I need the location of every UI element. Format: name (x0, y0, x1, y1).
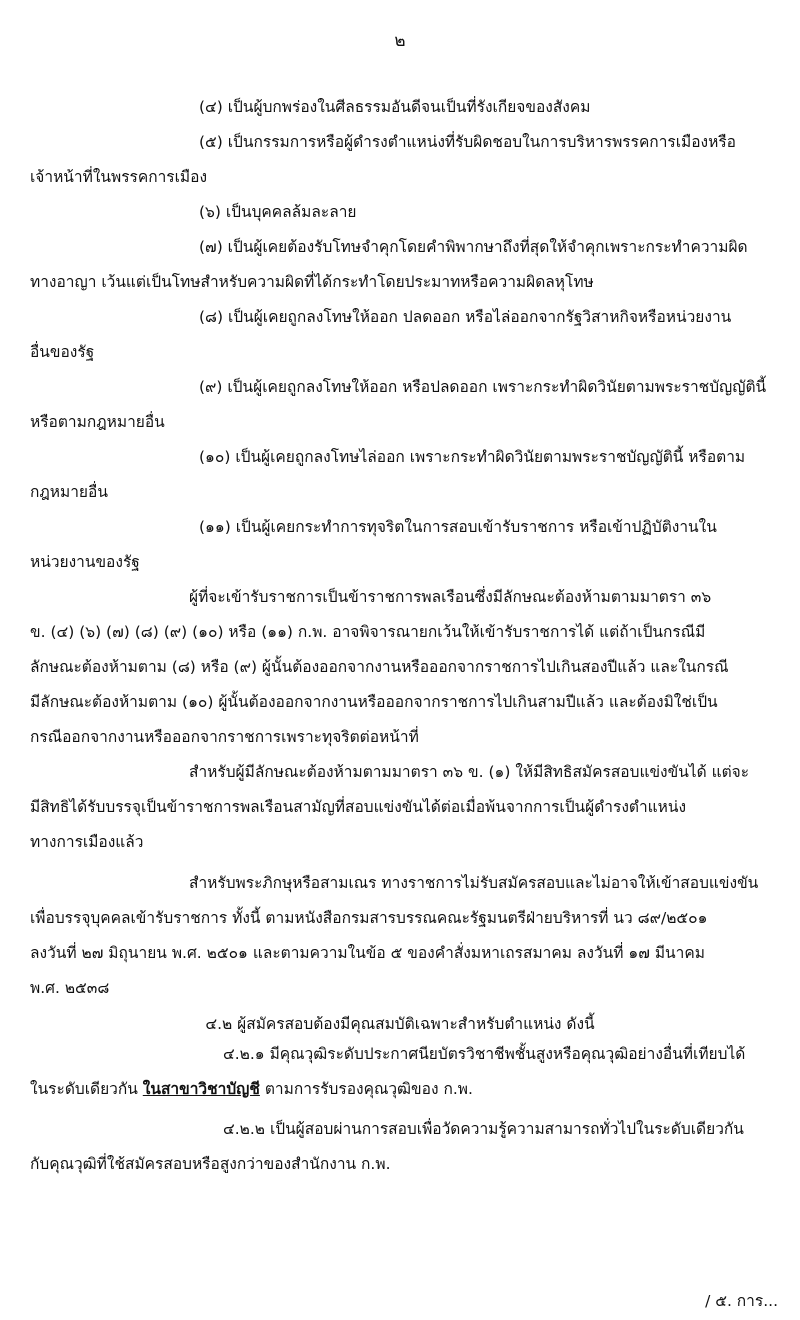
accounting-major-emphasis: ในสาขาวิชาบัญชี (142, 1080, 260, 1098)
item-10-line-2: กฎหมายอื่น (30, 483, 108, 501)
monk-paragraph-line-1: สำหรับพระภิกษุหรือสามเณร ทางราชการไม่รับสมัครสอบและไม่อาจให้เข้าสอบแข่งขัน (189, 874, 759, 892)
section-4-2-1-suffix: ตามการรับรองคุณวุฒิของ ก.พ. (259, 1080, 473, 1098)
item-9-line-2: หรือตามกฎหมายอื่น (30, 413, 165, 431)
monk-paragraph-line-4: พ.ศ. ๒๕๓๘ (30, 979, 110, 997)
exemption-paragraph-line-3: ลักษณะต้องห้ามตาม (๘) หรือ (๙) ผู้นั้นต้องออกจากงานหรือออกจากราชการไปเกินสองปีแล้ว และในกรณี (30, 658, 729, 676)
item-10-line-1: (๑๐) เป็นผู้เคยถูกลงโทษไล่ออก เพราะกระทำผิดวินัยตามพระราชบัญญัตินี้ หรือตาม (199, 448, 746, 466)
item-11-line-2: หน่วยงานของรัฐ (30, 553, 140, 571)
item-7-line-2: ทางอาญา เว้นแต่เป็นโทษสำหรับความผิดที่ได้กระทำโดยประมาทหรือความผิดลหุโทษ (30, 273, 594, 291)
item-8-line-1: (๘) เป็นผู้เคยถูกลงโทษให้ออก ปลดออก หรือไล่ออกจากรัฐวิสาหกิจหรือหน่วยงาน (199, 308, 732, 326)
item-11-line-1: (๑๑) เป็นผู้เคยกระทำการทุจริตในการสอบเข้ารับราชการ หรือเข้าปฏิบัติงานใน (199, 518, 717, 536)
political-position-paragraph-line-2: มีสิทธิได้รับบรรจุเป็นข้าราชการพลเรือนสามัญที่สอบแข่งขันได้ต่อเมื่อพ้นจากการเป็นผู้ดำรงตำแหน่ง (30, 798, 687, 816)
exemption-paragraph-line-2: ข. (๔) (๖) (๗) (๘) (๙) (๑๐) หรือ (๑๑) ก.พ. อาจพิจารณายกเว้นให้เข้ารับราชการได้ แต่ถ้าเป็นกรณีมี (30, 623, 706, 641)
item-5-line-2: เจ้าหน้าที่ในพรรคการเมือง (30, 168, 208, 186)
exemption-paragraph-line-5: กรณีออกจากงานหรือออกจากราชการเพราะทุจริตต่อหน้าที่ (30, 728, 419, 746)
political-position-paragraph-line-1: สำหรับผู้มีลักษณะต้องห้ามตามมาตรา ๓๖ ข. (๑) ให้มีสิทธิสมัครสอบแข่งขันได้ แต่จะ (189, 763, 750, 781)
item-6: (๖) เป็นบุคคลล้มละลาย (199, 203, 357, 221)
item-7-line-1: (๗) เป็นผู้เคยต้องรับโทษจำคุกโดยคำพิพากษาถึงที่สุดให้จำคุกเพราะกระทำความผิด (199, 238, 748, 256)
page-continuation-marker: / ๕. การ... (705, 1292, 778, 1310)
section-4-2-heading: ๔.๒ ผู้สมัครสอบต้องมีคุณสมบัติเฉพาะสำหรับตำแหน่ง ดังนี้ (205, 1015, 595, 1033)
exemption-paragraph-line-1: ผู้ที่จะเข้ารับราชการเป็นข้าราชการพลเรือนซึ่งมีลักษณะต้องห้ามตามมาตรา ๓๖ (189, 588, 712, 606)
monk-paragraph-line-2: เพื่อบรรจุบุคคลเข้ารับราชการ ทั้งนี้ ตามหนังสือกรมสารบรรณคณะรัฐมนตรีฝ่ายบริหารที่ นว ๘๙/๒๕๐๑ (30, 909, 708, 927)
section-4-2-1-line-1: ๔.๒.๑ มีคุณวุฒิระดับประกาศนียบัตรวิชาชีพชั้นสูงหรือคุณวุฒิอย่างอื่นที่เทียบได้ (223, 1045, 746, 1063)
monk-paragraph-line-3: ลงวันที่ ๒๗ มิถุนายน พ.ศ. ๒๕๐๑ และตามความในข้อ ๕ ของคำสั่งมหาเถรสมาคม ลงวันที่ ๑๗ มีนาคม (30, 944, 705, 962)
section-4-2-2-line-2: กับคุณวุฒิที่ใช้สมัครสอบหรือสูงกว่าของสำนักงาน ก.พ. (30, 1155, 391, 1173)
item-9-line-1: (๙) เป็นผู้เคยถูกลงโทษให้ออก หรือปลดออก เพราะกระทำผิดวินัยตามพระราชบัญญัตินี้ (199, 378, 767, 396)
section-4-2-2-line-1: ๔.๒.๒ เป็นผู้สอบผ่านการสอบเพื่อวัดความรู้ความสามารถทั่วไปในระดับเดียวกัน (223, 1120, 744, 1138)
section-4-2-1-line-2 (30, 1078, 473, 1100)
page-number: ๒ (394, 31, 406, 51)
exemption-paragraph-line-4: มีลักษณะต้องห้ามตาม (๑๐) ผู้นั้นต้องออกจากงานหรือออกจากราชการไปเกินสามปีแล้ว และต้องมิใช่เป็น (30, 693, 718, 711)
item-8-line-2: อื่นของรัฐ (30, 343, 95, 361)
item-5-line-1: (๕) เป็นกรรมการหรือผู้ดำรงตำแหน่งที่รับผิดชอบในการบริหารพรรคการเมืองหรือ (199, 133, 736, 151)
item-4: (๔) เป็นผู้บกพร่องในศีลธรรมอันดีจนเป็นที่รังเกียจของสังคม (199, 98, 591, 116)
political-position-paragraph-line-3: ทางการเมืองแล้ว (30, 833, 144, 851)
section-4-2-1-prefix: ในระดับเดียวกัน (30, 1080, 143, 1098)
